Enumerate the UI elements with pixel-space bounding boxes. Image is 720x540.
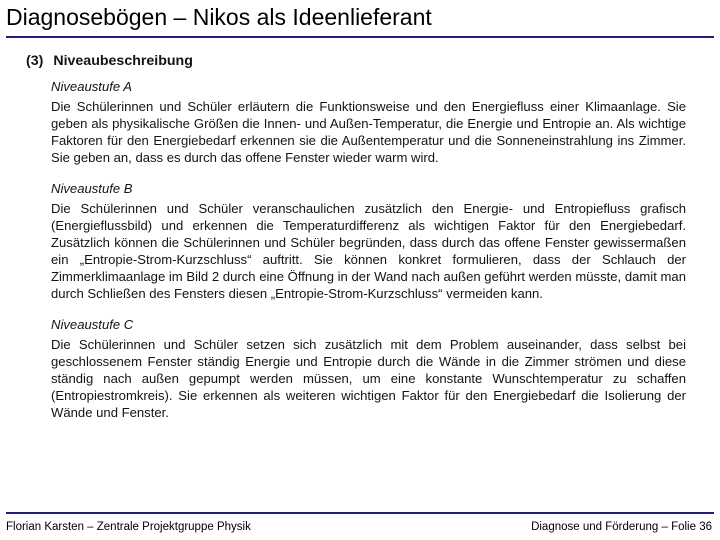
slide-title: Diagnosebögen – Nikos als Ideenlieferant (6, 4, 432, 30)
level-c-text: Die Schülerinnen und Schüler setzen sich zusätzlich mit dem Problem auseinander, dass selbst bei geschlossenem Fenster ständig Energie und Entropie durch die Wände in die Zimmer strömen und diese ständig nach außen gepumpt werden müssen, um eine konstante Wunschtemperatur zu schaffen (Entropiestromkreis). Sie erkennen als weiteren wichtigen Faktor für den Energiebedarf die Isolierung der Wände und Fenster. (51, 337, 686, 420)
level-b-block (51, 180, 686, 302)
level-b-text: Die Schülerinnen und Schüler veranschaulichen zusätzlich den Energie- und Entropiefluss grafisch (Energieflussbild) und erkennen die Temperaturdifferenz als wichtigen Faktor für den Energiebedarf. Zusätzlich können die Schülerinnen und Schüler begründen, dass durch das offene Fenster gewissermaßen ein „Entropie-Strom-Kurzschluss“ auftritt. Sie können konkret formulieren, dass der Schlauch der Zimmerklimaanlage im Bild 2 durch eine Öffnung in der Wand nach außen geführt werden müsste, damit man durch Schließen des Fensters diesen „Entropie-Strom-Kurzschluss“ vermeiden kann. (51, 201, 686, 301)
level-c-block (51, 316, 686, 421)
level-b-title: Niveaustufe B (51, 181, 133, 196)
footer-author: Florian Karsten – Zentrale Projektgruppe Physik (6, 521, 251, 533)
level-a-text: Die Schülerinnen und Schüler erläutern die Funktionsweise und den Energiefluss einer Klimaanlage. Sie geben als physikalische Größen die Innen- und Außen-Temperatur, die Energie und Entropie an. Als wichtige Faktoren für den Energiebedarf erkennen sie die Außentemperatur und die Sonneneinstrahlung ins Zimmer. Sie geben an, dass es durch das offene Fenster wieder warm wird. (51, 99, 686, 165)
title-divider (6, 36, 714, 38)
footer-divider (6, 512, 714, 514)
section-number: (3) (26, 53, 44, 69)
level-a-block (51, 78, 686, 166)
level-c-title: Niveaustufe C (51, 317, 134, 332)
section-title: Niveaubeschreibung (53, 53, 193, 69)
level-a-title: Niveaustufe A (51, 79, 133, 94)
footer-slide-info: Diagnose und Förderung – Folie 36 (531, 521, 712, 533)
section-heading (26, 53, 686, 70)
document-content (26, 53, 686, 435)
